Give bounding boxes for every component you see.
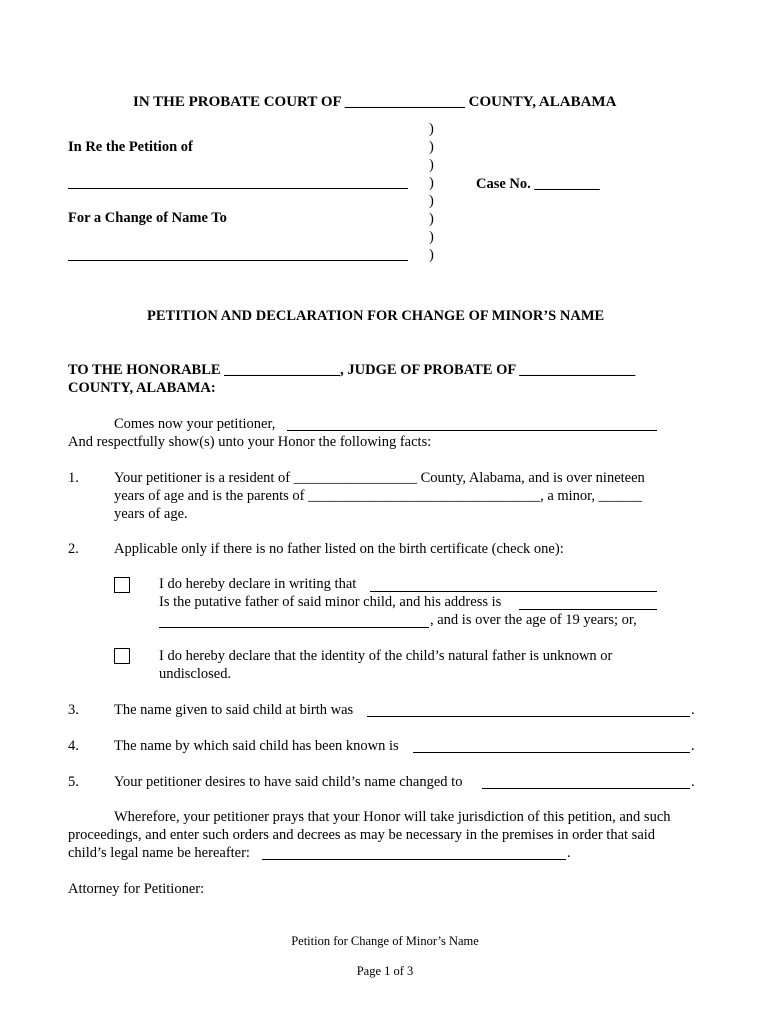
item-number: 3. bbox=[68, 702, 79, 718]
footer-title: Petition for Change of Minor’s Name bbox=[291, 934, 479, 948]
putative-father-checkbox[interactable] bbox=[114, 577, 130, 593]
father-address-field-2[interactable] bbox=[159, 627, 429, 628]
item-3-text: The name given to said child at birth was bbox=[114, 702, 354, 718]
new-name-line[interactable] bbox=[68, 260, 408, 261]
item-4-text: The name by which said child has been known is bbox=[114, 738, 399, 754]
caption-paren: ) bbox=[429, 193, 434, 209]
caption-paren: ) bbox=[429, 175, 434, 191]
wherefore-line-2: proceedings, and enter such orders and decrees as may be necessary in the premises in order that said bbox=[68, 827, 656, 843]
intro-line-2: And respectfully show(s) unto your Honor the following facts: bbox=[68, 434, 432, 450]
page-number: Page 1 of 3 bbox=[356, 964, 414, 978]
option-a-line-1: I do hereby declare in writing that bbox=[159, 576, 357, 592]
judge-address-line: TO THE HONORABLE ________________, JUDGE OF PROBATE OF ________________ bbox=[68, 362, 636, 378]
option-a-line-2: Is the putative father of said minor child, and his address is bbox=[159, 594, 502, 610]
item-3-period: . bbox=[691, 702, 695, 718]
option-b-line-2: undisclosed. bbox=[159, 666, 232, 682]
known-name-field[interactable] bbox=[413, 752, 690, 753]
item-1-line-1: Your petitioner is a resident of _________________ County, Alabama, and is over nineteen bbox=[114, 470, 645, 486]
in-re-label: In Re the Petition of bbox=[68, 139, 193, 155]
father-unknown-checkbox[interactable] bbox=[114, 648, 130, 664]
attorney-label: Attorney for Petitioner: bbox=[68, 881, 205, 897]
item-number: 1. bbox=[68, 470, 79, 486]
document-title: PETITION AND DECLARATION FOR CHANGE OF MINOR’S NAME bbox=[147, 308, 605, 324]
caption-paren: ) bbox=[429, 247, 434, 263]
county-alabama-label: COUNTY, ALABAMA: bbox=[68, 380, 216, 396]
caption-paren: ) bbox=[429, 229, 434, 245]
item-1-line-2: years of age and is the parents of ________________________________, a minor, ______ bbox=[114, 488, 643, 504]
intro-line-1: Comes now your petitioner, bbox=[114, 416, 276, 432]
item-4-period: . bbox=[691, 738, 695, 754]
new-legal-name-field[interactable] bbox=[262, 859, 566, 860]
case-number-field[interactable]: Case No. _________ bbox=[476, 176, 600, 192]
caption-paren: ) bbox=[429, 121, 434, 137]
item-5-text: Your petitioner desires to have said child’s name changed to bbox=[114, 774, 463, 790]
item-1-line-3: years of age. bbox=[114, 506, 188, 522]
item-5-period: . bbox=[691, 774, 695, 790]
wherefore-line-3: child’s legal name be hereafter: bbox=[68, 845, 250, 861]
change-to-label: For a Change of Name To bbox=[68, 210, 227, 226]
birth-name-field[interactable] bbox=[367, 716, 690, 717]
item-number: 2. bbox=[68, 541, 79, 557]
father-name-field[interactable] bbox=[370, 591, 657, 592]
petitioner-field[interactable] bbox=[287, 430, 657, 431]
caption-paren: ) bbox=[429, 139, 434, 155]
petitioner-name-line[interactable] bbox=[68, 188, 408, 189]
caption-paren: ) bbox=[429, 157, 434, 173]
option-a-line-3: , and is over the age of 19 years; or, bbox=[430, 612, 637, 628]
item-2-text: Applicable only if there is no father listed on the birth certificate (check one): bbox=[114, 541, 564, 557]
court-heading: IN THE PROBATE COURT OF ________________ COUNTY, ALABAMA bbox=[133, 94, 617, 110]
item-number: 5. bbox=[68, 774, 79, 790]
desired-name-field[interactable] bbox=[482, 788, 690, 789]
wherefore-period: . bbox=[567, 845, 571, 861]
father-address-field[interactable] bbox=[519, 609, 657, 610]
wherefore-line-1: Wherefore, your petitioner prays that your Honor will take jurisdiction of this petition, and such bbox=[114, 809, 671, 825]
option-b-line-1: I do hereby declare that the identity of the child’s natural father is unknown or bbox=[159, 648, 613, 664]
item-number: 4. bbox=[68, 738, 79, 754]
caption-paren: ) bbox=[429, 211, 434, 227]
